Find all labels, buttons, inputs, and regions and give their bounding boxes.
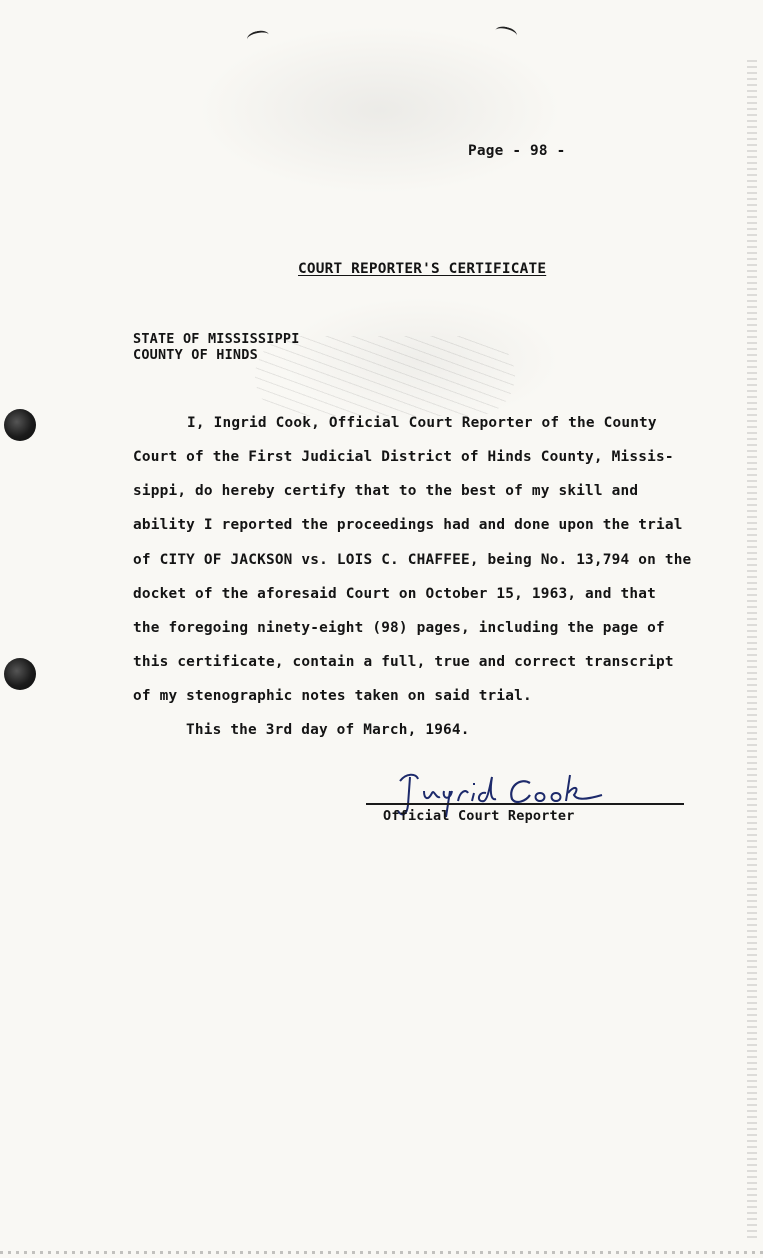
body-line: the foregoing ninety-eight (98) pages, including the page of	[133, 620, 665, 636]
page-number: Page - 98 -	[468, 143, 566, 159]
body-line: Court of the First Judicial District of Hinds County, Missis-	[133, 449, 674, 465]
punch-hole	[4, 409, 36, 441]
caption-county: COUNTY OF HINDS	[133, 347, 258, 363]
certificate-title: COURT REPORTER'S CERTIFICATE	[298, 261, 547, 277]
page-edge-shadow	[747, 60, 757, 1240]
date-line: This the 3rd day of March, 1964.	[186, 722, 470, 738]
body-line: sippi, do hereby certify that to the best of my skill and	[133, 483, 639, 499]
scan-mark	[246, 29, 270, 45]
signature-line	[366, 803, 684, 805]
page-bottom-edge	[0, 1251, 763, 1254]
caption-state: STATE OF MISSISSIPPI	[133, 331, 300, 347]
body-line: docket of the aforesaid Court on October 15, 1963, and that	[133, 586, 656, 602]
punch-hole	[4, 658, 36, 690]
body-line: of my stenographic notes taken on said trial.	[133, 688, 532, 704]
scan-mark	[494, 25, 518, 42]
body-line: I, Ingrid Cook, Official Court Reporter of the County	[187, 415, 657, 431]
body-line: ability I reported the proceedings had and done upon the trial	[133, 517, 683, 533]
body-line: this certificate, contain a full, true and correct transcript	[133, 654, 674, 670]
faded-stamp	[255, 336, 515, 416]
body-line: of CITY OF JACKSON vs. LOIS C. CHAFFEE, being No. 13,794 on the	[133, 552, 692, 568]
signature-title: Official Court Reporter	[383, 808, 575, 824]
